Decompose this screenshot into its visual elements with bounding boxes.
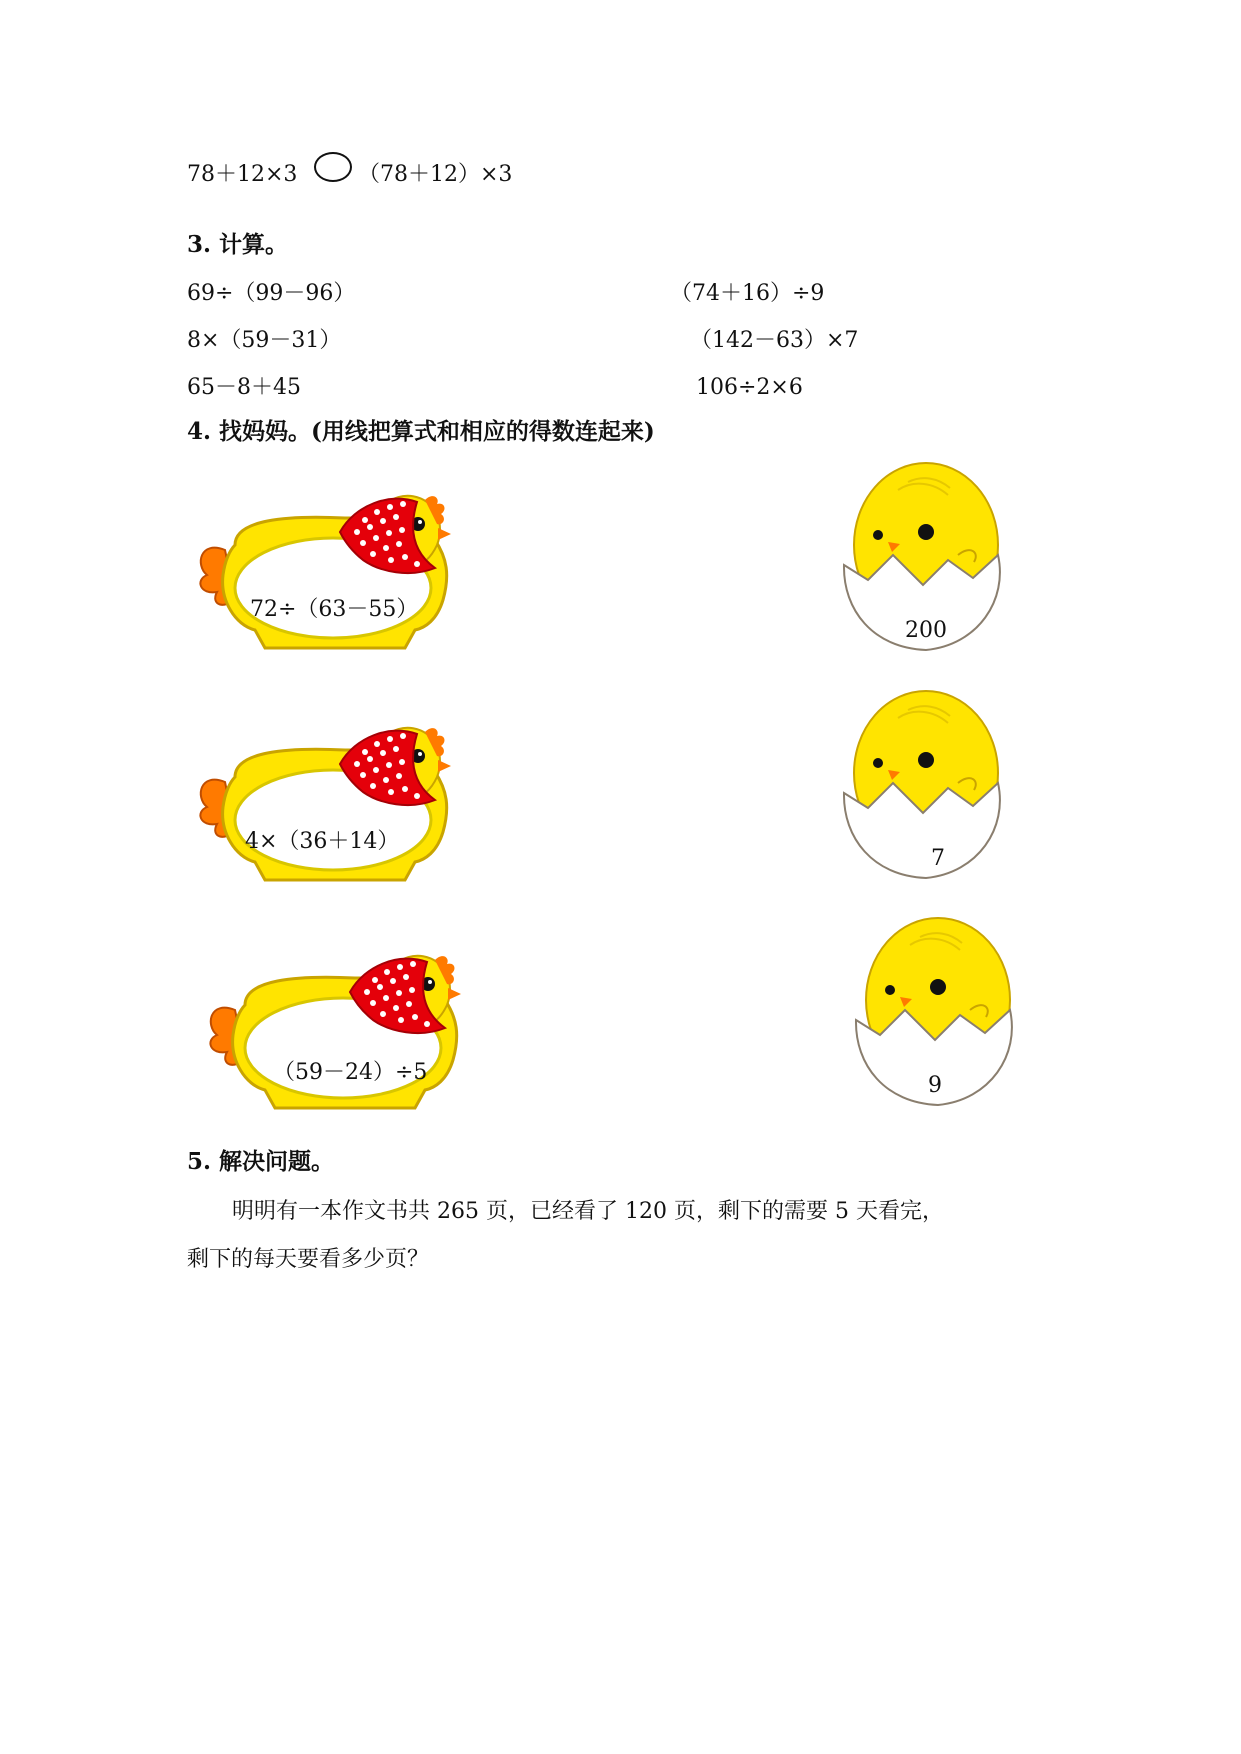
q5-problem-line-1: 明明有一本作文书共 265 页，已经看了 120 页，剩下的需要 5 天看完， bbox=[232, 1199, 944, 1224]
q3-item-1: 69÷（99－96） bbox=[187, 281, 356, 306]
hen-icon bbox=[195, 712, 465, 892]
chick-2-answer: 7 bbox=[931, 846, 945, 871]
hen-2[interactable] bbox=[195, 712, 465, 892]
hen-3-expression: （59－24）÷5 bbox=[273, 1060, 428, 1085]
compare-left-expression: 78＋12×3 bbox=[187, 162, 298, 187]
q3-item-2: （74＋16）÷9 bbox=[670, 281, 825, 306]
q3-item-5: 65－8＋45 bbox=[187, 375, 301, 400]
hen-1[interactable] bbox=[195, 480, 465, 660]
q3-heading: 3. 计算。 bbox=[187, 231, 289, 258]
hen-1-expression: 72÷（63－55） bbox=[250, 597, 419, 622]
hen-3[interactable] bbox=[205, 940, 475, 1120]
chick-2[interactable] bbox=[838, 688, 1013, 888]
q4-heading: 4. 找妈妈。(用线把算式和相应的得数连起来) bbox=[187, 418, 655, 445]
chick-3[interactable] bbox=[850, 915, 1025, 1115]
q3-item-3: 8×（59－31） bbox=[187, 328, 342, 353]
q3-item-6: 106÷2×6 bbox=[696, 375, 803, 400]
q5-problem-line-2: 剩下的每天要看多少页？ bbox=[187, 1247, 430, 1272]
compare-circle-blank[interactable] bbox=[314, 152, 352, 182]
hen-icon bbox=[205, 940, 475, 1120]
hen-2-expression: 4×（36＋14） bbox=[245, 829, 400, 854]
q3-item-4: （142－63）×7 bbox=[690, 328, 859, 353]
compare-right-expression: （78＋12）×3 bbox=[358, 162, 513, 187]
hen-icon bbox=[195, 480, 465, 660]
q5-heading: 5. 解决问题。 bbox=[187, 1148, 335, 1175]
chick-1-answer: 200 bbox=[905, 618, 947, 643]
chick-3-answer: 9 bbox=[928, 1073, 942, 1098]
chick-1[interactable] bbox=[838, 460, 1013, 660]
